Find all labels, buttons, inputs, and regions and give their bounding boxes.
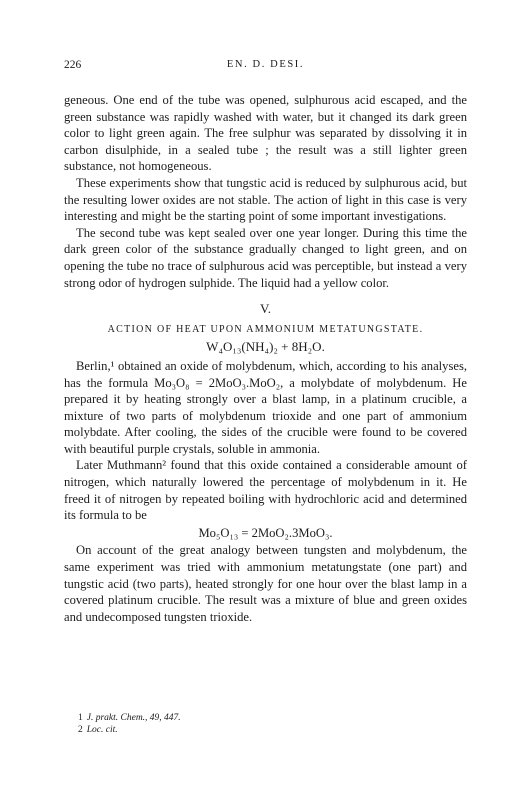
paragraph: On account of the great analogy between tungsten and molybdenum, the same experiment was tried with ammonium metatungstate (one part) and tungstic acid (two parts), heated strongly for one hour over the blast lamp in a covered platinum crucible. The result was a mixture of blue and green oxides and undecomposed tungsten trioxide. [64,543,467,624]
section-formula: W₄O₁₃(NH₄)₂ + 8H₂O. [206,339,325,355]
footnote [78,724,181,736]
footnote-text: Loc. cit. [86,725,118,735]
paragraph: Berlin,¹ obtained an oxide of molybdenum, which, according to his analyses, has the formula Mo₃O₈ = 2MoO₃.MoO₂, a molybdate of molybdenum. He prepared it by heating strongly over a blast lamp, in a platinum crucible, a mixture of two parts of molybdenum trioxide and one part of ammonium molybdate. After cooling, the sides of the crucible were found to be covered with beautiful purple crystals, soluble in ammonia. [64,358,467,456]
page-number: 226 [64,59,82,71]
paragraph: geneous. One end of the tube was opened, sulphurous acid escaped, and the green substance was rapidly washed with water, but it changed its dark green color to light green again. The free sulphur was separated by dissolving it in carbon disulphide, in a sealed tube ; the result was a still lighter green substance, not homogeneous. [64,93,467,174]
equation: Mo₅O₁₃ = 2MoO₂.3MoO₃. [198,525,333,540]
footnote-number: 2 [78,725,83,735]
paragraph: Later Muthmann² found that this oxide contained a considerable amount of nitrogen, which naturally lowered the percentage of molybdenum in it. He freed it of nitrogen by repeated boiling with hydrochloric acid and determined its formula to be [64,458,467,523]
running-head: EN. D. DESI. [226,59,305,70]
paragraph: These experiments show that tungstic acid is reduced by sulphurous acid, but the resulting lower oxides are not stable. The action of light in this case is very interesting and might be the starting point of some important investigations. [64,175,467,224]
footnote-text: J. prakt. Chem., 49, 447. [86,713,181,723]
section-numeral: V. [260,301,271,317]
body-text [64,92,467,625]
footnote-number: 1 [78,713,83,723]
page-header [64,57,467,73]
footnotes [78,712,181,736]
paragraph: The second tube was kept sealed over one year longer. During this time the dark green color of the substance gradually changed to light green, and on opening the tube no trace of sulphurous acid was perceptible, but instead a very strong odor of hydrogen sulphide. The liquid had a yellow color. [64,225,467,290]
section-title: ACTION OF HEAT UPON AMMONIUM METATUNGSTATE. [107,323,424,335]
footnote [78,712,181,724]
